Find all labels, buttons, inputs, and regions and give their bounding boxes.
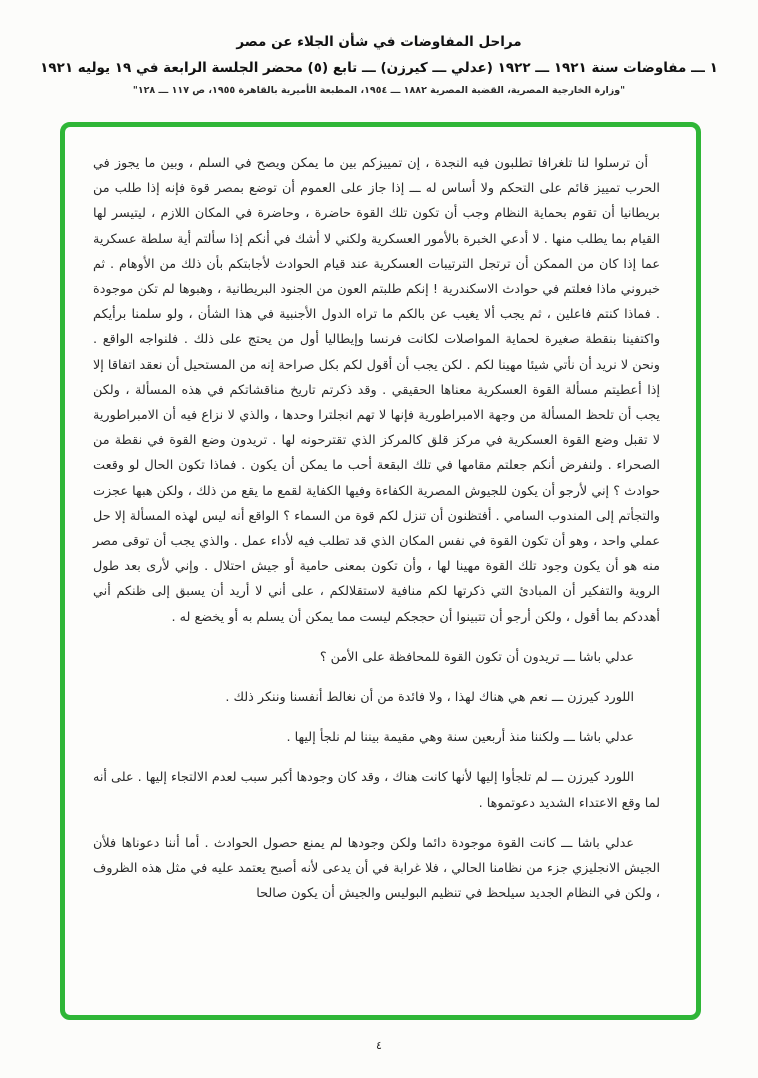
document-subtitle: ١ ـــ مفاوضات سنة ١٩٢١ ـــ ١٩٢٢ (عدلي ـــ كيرزن) ـــ تابع (٥) محضر الجلسة الرابعة في ١٩ يوليه ١٩٢١ [40,60,718,76]
document-title: مراحل المفاوضات في شأن الجلاء عن مصر [236,34,522,50]
highlight-box [60,122,701,1020]
dialogue-adli-pasha-2: عدلي باشا ـــ ولكننا منذ أربعين سنة وهي مقيمة بيننا لم نلجأ إليها . [286,730,634,746]
dialogue-lord-curzon-2: اللورد كيرزن ـــ لم تلجأوا إليها لأنها كانت هناك ، وقد كان وجودها أكبر سبب لعدم الالتجاء إليها . على أنه لما وقع الاعتداء الشديد دعوتموها . [93,770,660,811]
dialogue-adli-pasha-1: عدلي باشا ـــ تريدون أن تكون القوة للمحافظة على الأمن ؟ [319,649,634,665]
dialogue-lord-curzon-1: اللورد كيرزن ـــ نعم هي هناك لهذا ، ولا فائدة من أن نغالط أنفسنا وننكر ذلك . [225,690,634,706]
dialogue-adli-pasha-3: عدلي باشا ـــ كانت القوة موجودة دائما ولكن وجودها لم يمنع حصول الحوادث . أما أننا دعوناها فلأن الجيش الانجليزي جزء من نظامنا الحالي ، فلا غرابة في أن يدعى لأنه أصبح يعتمد عليه في مثل هذه الظروف ، ولكن في النظام الجديد سيلحظ في تنظيم البوليس والجيش أن يكون صالحا [93,835,660,902]
document-header [0,0,758,96]
source-citation: "وزارة الخارجية المصرية، القضية المصرية ١٨٨٢ ـــ ١٩٥٤، المطبعة الأميرية بالقاهرة ١٩٥٥، ص ١١٧ ـــ ١٢٨" [132,85,626,96]
document-body [65,127,696,924]
body-paragraph-curzon-speech: أن ترسلوا لنا تلغرافا تطلبون فيه النجدة ، إن تمييزكم بين ما يمكن ويصح في السلم ، وبين ما يجوز في الحرب تمييز قائم على التحكم ولا أساس له ـــ إذا جاز على العموم أن توضع بمصر قوة فإنه إذا طلب من بريطانيا أن تقوم بحماية النظام وجب أن تكون تلك القوة حاضرة ، وحاضرة في المكان اللازم ، ليتيسر لها القيام بما يطلب منها . لا أدعي الخبرة بالأمور العسكرية ولكني لا أشك في أنكم إذا سألتم أية سلطة عسكرية عما إذا كان من الممكن أن ترتجل الترتيبات العسكرية عند قيام الحوادث لأجابتكم بأن ذلك من الأوهام . ثم خبروني ماذا فعلتم في حوادث الاسكندرية ! إنكم طلبتم العون من الجنود البريطانية ، وهبوها لم تكن موجودة . فماذا كنتم فاعلين ، ثم يجب ألا يغيب عن بالكم ما تراه الدول الأجنبية في هذا الشأن ، ولو سلمنا برأيكم واكتفينا بنقطة صغيرة لحماية المواصلات لكانت فرنسا وإيطاليا أول من يحتج على ذلك . فلنواجه الواقع . ونحن لا نريد أن نأتي شيئا مهينا لكم . لكن يجب أن أقول لكم بكل صراحة إنه من المستحيل أن نعقد اتفاقا إلا إذا أعطيتم مسألة القوة العسكرية معناها الحقيقي . وقد ذكرتم تاريخ مناقشاتكم في هذه المسألة ، ولكن يجب أن تلحظ المسألة من وجهة الامبراطورية فإنها لا تهم انجلترا وحدها ، والذي لا نزاع فيه أن الامبراطورية لا تقبل وضع القوة العسكرية في مركز قلق كالمركز الذي تقترحونه لها . تريدون وضع القوة في نقطة من الصحراء . ولنفرض أنكم جعلتم مقامها في تلك البقعة أحب ما يمكن أن يكون . فماذا تكون الحال لو وقعت حوادث ؟ إني لأرجو أن يكون للجيوش المصرية الكفاءة وفيها الكفاية لقمع ما يقع من ذلك ، ولكن هبها عجزت والتجأتم إلى المندوب السامي . أفتظنون أن تنزل لكم قوة من السماء ؟ الواقع أنه ليس لهذه المسألة إلا حل عملي واحد ، وهو أن تكون القوة في نفس المكان الذي قد تطلب فيه لأداء عمل . والذي يجب أن توقى مصر منه هو أن يكون وجود تلك القوة مهينا لها ، وأن تكون بمعنى حامية أو جيش احتلال . وإني لأرى بعد طول الروية والتفكير أن المبادئ التي ذكرتها لكم منافية لاستقلالكم ، على أني لا أريد أن يسبق إلى ظنكم أني أهددكم بما أقول ، ولكن أرجو أن تتبينوا أن حججكم ليست مما يمكن أن يسلم به أو يخضع له . [93,156,660,625]
page-number: ٤ [376,1039,382,1052]
